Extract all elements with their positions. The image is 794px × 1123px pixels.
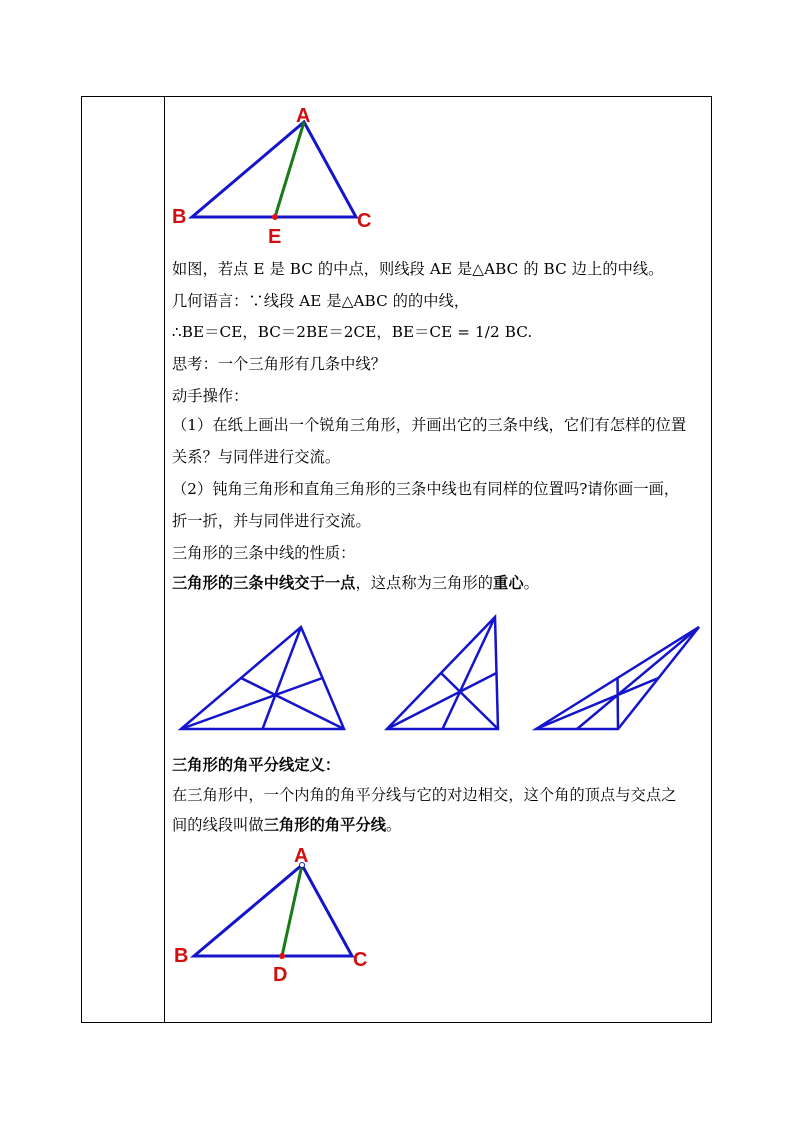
angle-bisector-definition xyxy=(172,815,712,835)
text-line-8: （2）钝角三角形和直角三角形的三条中线也有同样的位置吗?请你画一画， xyxy=(172,480,680,498)
medians-figures xyxy=(172,612,707,737)
angle-bisector-figure xyxy=(172,842,392,992)
acute-triangle-medians xyxy=(181,627,344,729)
point-e xyxy=(272,214,278,220)
right-triangle-medians xyxy=(387,617,498,729)
table-frame xyxy=(81,96,712,1023)
triangle-abc xyxy=(192,122,356,217)
centroid-statement-bold: 三角形的三条中线交于一点 xyxy=(172,574,356,592)
label-c: C xyxy=(357,210,372,232)
label-c-bisector: C xyxy=(353,949,368,971)
text-line-3: ∴BE＝CE，BC＝2BE＝2CE，BE＝CE = 1/2 BC. xyxy=(172,323,533,341)
text-line-7: 关系？与同伴进行交流。 xyxy=(172,448,341,466)
label-a: A xyxy=(296,105,311,127)
text-line-5: 动手操作： xyxy=(172,387,249,405)
label-a-bisector: A xyxy=(294,845,309,867)
triangle-abc-bisector xyxy=(194,865,352,956)
angle-bisector-heading: 三角形的角平分线定义： xyxy=(172,756,341,774)
definition-pre: 间的线段叫做 xyxy=(172,816,264,834)
centroid-statement-end: 。 xyxy=(523,574,539,592)
left-column xyxy=(82,97,165,1022)
text-line-10: 三角形的三条中线的性质： xyxy=(172,544,356,562)
point-d xyxy=(279,953,285,959)
definition-end: 。 xyxy=(386,816,402,834)
label-b-bisector: B xyxy=(174,945,189,967)
label-d: D xyxy=(273,964,288,986)
text-line-1: 如图，若点 E 是 BC 的中点，则线段 AE 是△ABC 的 BC 边上的中线。 xyxy=(172,260,664,278)
obtuse-triangle-medians xyxy=(536,627,699,729)
centroid-statement xyxy=(172,573,712,593)
text-line-2: 几何语言：∵线段 AE 是△ABC 的的中线， xyxy=(172,292,470,310)
text-line-9: 折一折，并与同伴进行交流。 xyxy=(172,512,371,530)
text-line-13: 在三角形中，一个内角的角平分线与它的对边相交，这个角的顶点与交点之 xyxy=(172,786,677,804)
centroid-term: 重心 xyxy=(493,574,524,592)
angle-bisector-term: 三角形的角平分线 xyxy=(263,816,387,834)
centroid-statement-mid: ，这点称为三角形的 xyxy=(355,574,494,592)
text-line-6: （1）在纸上画出一个锐角三角形，并画出它的三条中线，它们有怎样的位置 xyxy=(172,416,687,434)
label-b: B xyxy=(172,206,187,228)
label-e: E xyxy=(268,226,282,248)
median-figure xyxy=(172,97,392,252)
text-line-4: 思考：一个三角形有几条中线？ xyxy=(172,355,387,373)
